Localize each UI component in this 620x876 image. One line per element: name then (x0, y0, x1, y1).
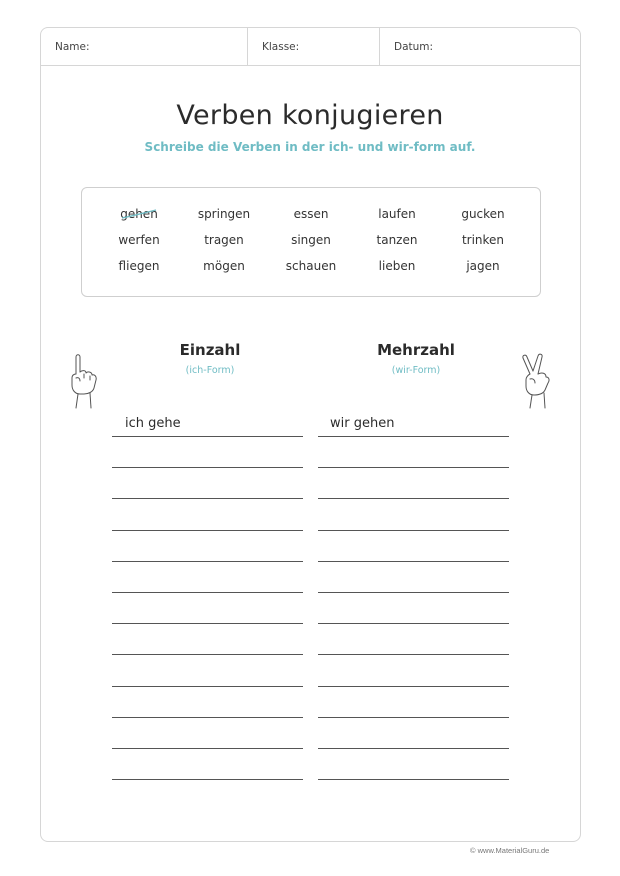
plural-answer-line[interactable] (318, 779, 509, 780)
singular-answer-line[interactable] (112, 654, 303, 655)
class-field[interactable] (247, 28, 379, 65)
plural-answer-line[interactable] (318, 530, 509, 531)
singular-answer-line[interactable] (112, 717, 303, 718)
peace-sign-hand-icon (518, 352, 554, 410)
plural-answer-line[interactable] (318, 686, 509, 687)
singular-answer-line[interactable] (112, 686, 303, 687)
date-field[interactable] (379, 28, 582, 65)
singular-answer-line[interactable] (112, 561, 303, 562)
plural-answer-line[interactable] (318, 623, 509, 624)
one-finger-hand-icon (66, 352, 100, 410)
singular-example: ich gehe (125, 416, 181, 431)
plural-subheading: (wir-Form) (391, 365, 441, 376)
word-item: jagen (466, 259, 500, 273)
singular-answer-line[interactable] (112, 467, 303, 468)
plural-answer-line[interactable] (318, 436, 509, 437)
plural-answer-line[interactable] (318, 748, 509, 749)
word-item: trinken (461, 233, 505, 247)
singular-answer-line[interactable] (112, 779, 303, 780)
instruction-text: Schreibe die Verben in der ich- und wir-form auf. (144, 140, 476, 154)
word-item: singen (291, 233, 331, 247)
plural-answer-line[interactable] (318, 592, 509, 593)
singular-answer-line[interactable] (112, 498, 303, 499)
class-label: Klasse: (262, 41, 300, 53)
word-item: laufen (378, 207, 416, 221)
plural-answer-line[interactable] (318, 561, 509, 562)
plural-answer-line[interactable] (318, 654, 509, 655)
word-item: tanzen (376, 233, 418, 247)
plural-answer-line[interactable] (318, 467, 509, 468)
word-item: essen (293, 207, 329, 221)
plural-example: wir gehen (330, 416, 395, 431)
word-item: fliegen (118, 259, 160, 273)
singular-answer-line[interactable] (112, 592, 303, 593)
word-item: gucken (461, 207, 505, 221)
plural-answer-line[interactable] (318, 498, 509, 499)
singular-heading: Einzahl (179, 341, 241, 359)
singular-answer-line[interactable] (112, 748, 303, 749)
strikethrough-mark (120, 208, 158, 220)
singular-subheading: (ich-Form) (185, 365, 235, 376)
word-item: springen (197, 207, 251, 221)
plural-heading: Mehrzahl (377, 341, 455, 359)
page-title: Verben konjugieren (176, 100, 444, 131)
word-item: mögen (203, 259, 245, 273)
word-item: lieben (378, 259, 416, 273)
word-item: werfen (118, 233, 160, 247)
name-field[interactable] (41, 28, 247, 65)
word-item: schauen (285, 259, 337, 273)
date-label: Datum: (394, 41, 434, 53)
plural-answer-line[interactable] (318, 717, 509, 718)
name-label: Name: (55, 41, 90, 53)
copyright-footer: © www.MaterialGuru.de (470, 846, 550, 855)
singular-answer-line[interactable] (112, 623, 303, 624)
singular-answer-line[interactable] (112, 530, 303, 531)
header-row (41, 28, 580, 66)
word-item: tragen (204, 233, 244, 247)
word-item: gehen (120, 207, 158, 221)
singular-answer-line[interactable] (112, 436, 303, 437)
